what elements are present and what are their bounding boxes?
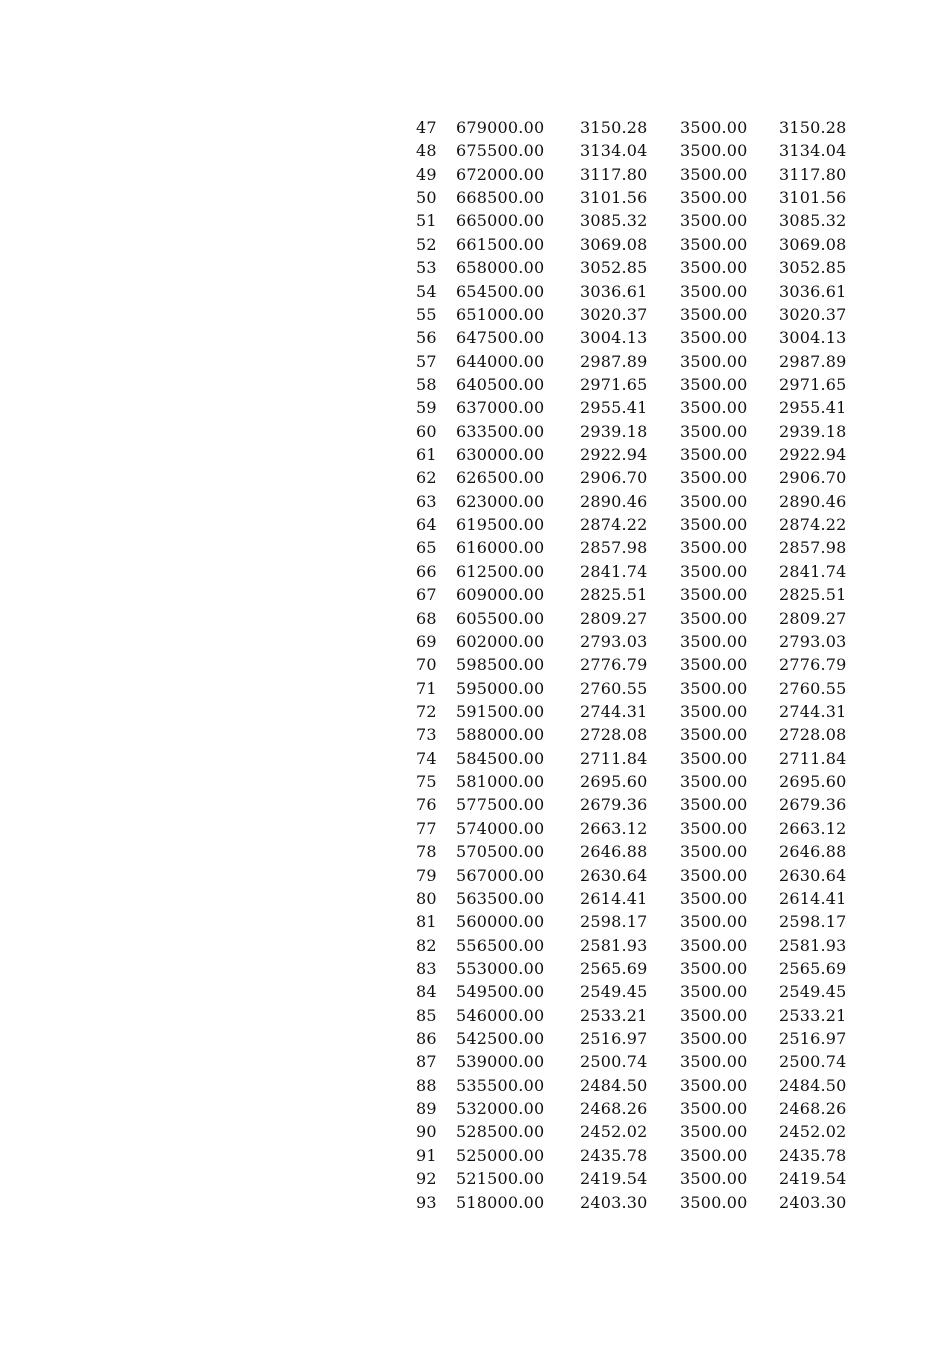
cell-payment-amount: 3500.00 (680, 515, 748, 535)
cell-remaining-principal: 679000.00 (456, 118, 545, 137)
cell-remaining-principal: 532000.00 (456, 1099, 545, 1119)
cell-interest-amount: 3004.13 (580, 328, 648, 348)
cell-period-number: 82 (416, 935, 437, 955)
table-row (408, 233, 858, 256)
cell-remaining-principal: 654500.00 (456, 281, 545, 301)
cell-period-number: 60 (416, 421, 437, 441)
cell-interest-repeat: 2679.36 (779, 795, 847, 815)
cell-remaining-principal: 651000.00 (456, 304, 545, 324)
cell-period-number: 83 (416, 958, 437, 978)
cell-interest-repeat: 3052.85 (779, 258, 847, 278)
cell-payment-amount: 3500.00 (680, 421, 748, 441)
cell-period-number: 61 (416, 445, 437, 465)
cell-remaining-principal: 598500.00 (456, 655, 545, 675)
table-row (408, 163, 858, 186)
cell-period-number: 49 (416, 164, 437, 184)
cell-payment-amount: 3500.00 (680, 491, 748, 511)
cell-payment-amount: 3500.00 (680, 982, 748, 1002)
cell-payment-amount: 3500.00 (680, 561, 748, 581)
table-row (408, 209, 858, 232)
cell-interest-amount: 2646.88 (580, 842, 648, 862)
cell-remaining-principal: 665000.00 (456, 211, 545, 231)
cell-interest-repeat: 3117.80 (779, 164, 847, 184)
table-row (408, 583, 858, 606)
cell-interest-amount: 2906.70 (580, 468, 648, 488)
cell-period-number: 88 (416, 1075, 437, 1095)
cell-remaining-principal: 584500.00 (456, 748, 545, 768)
cell-period-number: 81 (416, 912, 437, 932)
cell-payment-amount: 3500.00 (680, 328, 748, 348)
table-row (408, 350, 858, 373)
cell-payment-amount: 3500.00 (680, 912, 748, 932)
cell-payment-amount: 3500.00 (680, 701, 748, 721)
cell-period-number: 86 (416, 1029, 437, 1049)
table-row (408, 256, 858, 279)
cell-remaining-principal: 546000.00 (456, 1005, 545, 1025)
cell-interest-repeat: 2565.69 (779, 958, 847, 978)
cell-interest-amount: 2711.84 (580, 748, 648, 768)
table-row (408, 420, 858, 443)
cell-period-number: 64 (416, 515, 437, 535)
cell-interest-repeat: 2955.41 (779, 398, 847, 418)
table-row (408, 817, 858, 840)
cell-payment-amount: 3500.00 (680, 188, 748, 208)
cell-payment-amount: 3500.00 (680, 234, 748, 254)
cell-period-number: 55 (416, 304, 437, 324)
cell-period-number: 89 (416, 1099, 437, 1119)
table-row (408, 677, 858, 700)
cell-period-number: 57 (416, 351, 437, 371)
table-row (408, 934, 858, 957)
cell-remaining-principal: 574000.00 (456, 818, 545, 838)
table-row (408, 513, 858, 536)
cell-interest-amount: 2841.74 (580, 561, 648, 581)
cell-interest-amount: 2728.08 (580, 725, 648, 745)
cell-period-number: 47 (416, 118, 437, 137)
cell-period-number: 53 (416, 258, 437, 278)
cell-remaining-principal: 675500.00 (456, 141, 545, 161)
cell-remaining-principal: 605500.00 (456, 608, 545, 628)
cell-interest-amount: 2500.74 (580, 1052, 648, 1072)
cell-remaining-principal: 560000.00 (456, 912, 545, 932)
cell-interest-amount: 2516.97 (580, 1029, 648, 1049)
cell-period-number: 87 (416, 1052, 437, 1072)
table-row (408, 1004, 858, 1027)
cell-remaining-principal: 623000.00 (456, 491, 545, 511)
cell-remaining-principal: 647500.00 (456, 328, 545, 348)
cell-interest-amount: 2533.21 (580, 1005, 648, 1025)
cell-interest-amount: 2971.65 (580, 374, 648, 394)
cell-interest-amount: 3020.37 (580, 304, 648, 324)
table-row (408, 770, 858, 793)
table-row (408, 1074, 858, 1097)
cell-period-number: 76 (416, 795, 437, 815)
cell-remaining-principal: 640500.00 (456, 374, 545, 394)
cell-remaining-principal: 542500.00 (456, 1029, 545, 1049)
cell-period-number: 80 (416, 888, 437, 908)
cell-period-number: 67 (416, 585, 437, 605)
cell-interest-amount: 2695.60 (580, 772, 648, 792)
cell-remaining-principal: 619500.00 (456, 515, 545, 535)
table-row (408, 186, 858, 209)
cell-payment-amount: 3500.00 (680, 631, 748, 651)
table-row (408, 793, 858, 816)
cell-interest-repeat: 3069.08 (779, 234, 847, 254)
cell-period-number: 91 (416, 1145, 437, 1165)
cell-interest-amount: 3101.56 (580, 188, 648, 208)
cell-interest-repeat: 2825.51 (779, 585, 847, 605)
cell-interest-amount: 2874.22 (580, 515, 648, 535)
cell-remaining-principal: 577500.00 (456, 795, 545, 815)
cell-remaining-principal: 616000.00 (456, 538, 545, 558)
cell-interest-amount: 3036.61 (580, 281, 648, 301)
cell-payment-amount: 3500.00 (680, 748, 748, 768)
cell-payment-amount: 3500.00 (680, 772, 748, 792)
cell-remaining-principal: 602000.00 (456, 631, 545, 651)
cell-remaining-principal: 553000.00 (456, 958, 545, 978)
cell-remaining-principal: 612500.00 (456, 561, 545, 581)
cell-interest-repeat: 2598.17 (779, 912, 847, 932)
cell-interest-repeat: 3101.56 (779, 188, 847, 208)
cell-interest-repeat: 2435.78 (779, 1145, 847, 1165)
cell-period-number: 85 (416, 1005, 437, 1025)
cell-interest-amount: 3052.85 (580, 258, 648, 278)
cell-interest-amount: 2549.45 (580, 982, 648, 1002)
cell-period-number: 78 (416, 842, 437, 862)
cell-payment-amount: 3500.00 (680, 398, 748, 418)
table-row (408, 373, 858, 396)
cell-interest-repeat: 3004.13 (779, 328, 847, 348)
table-row (408, 1144, 858, 1167)
cell-interest-repeat: 3085.32 (779, 211, 847, 231)
table-row (408, 723, 858, 746)
cell-remaining-principal: 581000.00 (456, 772, 545, 792)
table-row (408, 326, 858, 349)
cell-remaining-principal: 609000.00 (456, 585, 545, 605)
cell-payment-amount: 3500.00 (680, 655, 748, 675)
cell-remaining-principal: 549500.00 (456, 982, 545, 1002)
cell-payment-amount: 3500.00 (680, 865, 748, 885)
cell-interest-amount: 2776.79 (580, 655, 648, 675)
cell-interest-repeat: 2500.74 (779, 1052, 847, 1072)
cell-payment-amount: 3500.00 (680, 118, 748, 137)
cell-period-number: 63 (416, 491, 437, 511)
cell-interest-amount: 2435.78 (580, 1145, 648, 1165)
cell-payment-amount: 3500.00 (680, 351, 748, 371)
cell-interest-repeat: 2646.88 (779, 842, 847, 862)
cell-remaining-principal: 535500.00 (456, 1075, 545, 1095)
cell-interest-amount: 2857.98 (580, 538, 648, 558)
table-row (408, 116, 858, 139)
cell-interest-amount: 2565.69 (580, 958, 648, 978)
cell-period-number: 52 (416, 234, 437, 254)
cell-remaining-principal: 668500.00 (456, 188, 545, 208)
cell-interest-repeat: 2841.74 (779, 561, 847, 581)
cell-interest-repeat: 2614.41 (779, 888, 847, 908)
cell-period-number: 65 (416, 538, 437, 558)
cell-remaining-principal: 570500.00 (456, 842, 545, 862)
cell-payment-amount: 3500.00 (680, 1005, 748, 1025)
cell-payment-amount: 3500.00 (680, 374, 748, 394)
cell-payment-amount: 3500.00 (680, 1122, 748, 1142)
cell-period-number: 48 (416, 141, 437, 161)
cell-interest-amount: 2793.03 (580, 631, 648, 651)
cell-interest-repeat: 2468.26 (779, 1099, 847, 1119)
cell-interest-repeat: 2857.98 (779, 538, 847, 558)
cell-interest-amount: 3069.08 (580, 234, 648, 254)
cell-period-number: 68 (416, 608, 437, 628)
cell-interest-amount: 3134.04 (580, 141, 648, 161)
cell-interest-repeat: 2987.89 (779, 351, 847, 371)
cell-period-number: 79 (416, 865, 437, 885)
cell-payment-amount: 3500.00 (680, 1169, 748, 1189)
cell-interest-repeat: 3020.37 (779, 304, 847, 324)
cell-period-number: 90 (416, 1122, 437, 1142)
table-row (408, 536, 858, 559)
cell-period-number: 71 (416, 678, 437, 698)
cell-remaining-principal: 595000.00 (456, 678, 545, 698)
cell-interest-repeat: 2630.64 (779, 865, 847, 885)
cell-interest-repeat: 2890.46 (779, 491, 847, 511)
table-row (408, 840, 858, 863)
cell-interest-amount: 2922.94 (580, 445, 648, 465)
cell-payment-amount: 3500.00 (680, 468, 748, 488)
cell-payment-amount: 3500.00 (680, 888, 748, 908)
table-row (408, 607, 858, 630)
cell-interest-repeat: 2744.31 (779, 701, 847, 721)
cell-remaining-principal: 658000.00 (456, 258, 545, 278)
table-row (408, 630, 858, 653)
cell-period-number: 62 (416, 468, 437, 488)
cell-remaining-principal: 630000.00 (456, 445, 545, 465)
table-row (408, 980, 858, 1003)
cell-interest-repeat: 2809.27 (779, 608, 847, 628)
cell-payment-amount: 3500.00 (680, 1052, 748, 1072)
cell-period-number: 84 (416, 982, 437, 1002)
cell-payment-amount: 3500.00 (680, 211, 748, 231)
cell-remaining-principal: 626500.00 (456, 468, 545, 488)
cell-interest-amount: 3117.80 (580, 164, 648, 184)
cell-interest-repeat: 2663.12 (779, 818, 847, 838)
table-row (408, 653, 858, 676)
cell-interest-amount: 2679.36 (580, 795, 648, 815)
cell-period-number: 51 (416, 211, 437, 231)
cell-period-number: 72 (416, 701, 437, 721)
cell-interest-amount: 2614.41 (580, 888, 648, 908)
cell-payment-amount: 3500.00 (680, 1145, 748, 1165)
cell-interest-repeat: 2906.70 (779, 468, 847, 488)
table-row (408, 864, 858, 887)
cell-remaining-principal: 644000.00 (456, 351, 545, 371)
cell-period-number: 73 (416, 725, 437, 745)
table-row (408, 1120, 858, 1143)
cell-period-number: 59 (416, 398, 437, 418)
cell-remaining-principal: 661500.00 (456, 234, 545, 254)
cell-payment-amount: 3500.00 (680, 258, 748, 278)
cell-period-number: 50 (416, 188, 437, 208)
cell-interest-repeat: 2581.93 (779, 935, 847, 955)
cell-interest-repeat: 2728.08 (779, 725, 847, 745)
cell-interest-repeat: 3134.04 (779, 141, 847, 161)
cell-interest-amount: 2581.93 (580, 935, 648, 955)
cell-payment-amount: 3500.00 (680, 795, 748, 815)
cell-interest-repeat: 3036.61 (779, 281, 847, 301)
cell-period-number: 93 (416, 1192, 437, 1212)
cell-interest-amount: 2760.55 (580, 678, 648, 698)
cell-remaining-principal: 567000.00 (456, 865, 545, 885)
cell-remaining-principal: 528500.00 (456, 1122, 545, 1142)
cell-payment-amount: 3500.00 (680, 935, 748, 955)
cell-interest-repeat: 2939.18 (779, 421, 847, 441)
table-row (408, 560, 858, 583)
cell-interest-repeat: 2922.94 (779, 445, 847, 465)
cell-payment-amount: 3500.00 (680, 141, 748, 161)
cell-interest-amount: 2419.54 (580, 1169, 648, 1189)
cell-interest-repeat: 2533.21 (779, 1005, 847, 1025)
cell-remaining-principal: 633500.00 (456, 421, 545, 441)
cell-period-number: 69 (416, 631, 437, 651)
cell-interest-amount: 2452.02 (580, 1122, 648, 1142)
cell-interest-amount: 2484.50 (580, 1075, 648, 1095)
cell-payment-amount: 3500.00 (680, 281, 748, 301)
cell-interest-amount: 2825.51 (580, 585, 648, 605)
cell-remaining-principal: 539000.00 (456, 1052, 545, 1072)
cell-remaining-principal: 518000.00 (456, 1192, 545, 1212)
cell-interest-amount: 2598.17 (580, 912, 648, 932)
cell-remaining-principal: 672000.00 (456, 164, 545, 184)
table-row (408, 1027, 858, 1050)
cell-payment-amount: 3500.00 (680, 818, 748, 838)
table-row (408, 466, 858, 489)
table-row (408, 303, 858, 326)
cell-interest-amount: 2403.30 (580, 1192, 648, 1212)
cell-payment-amount: 3500.00 (680, 842, 748, 862)
cell-interest-repeat: 2695.60 (779, 772, 847, 792)
table-row (408, 887, 858, 910)
table-row (408, 1097, 858, 1120)
cell-remaining-principal: 556500.00 (456, 935, 545, 955)
cell-interest-amount: 2939.18 (580, 421, 648, 441)
cell-interest-amount: 2809.27 (580, 608, 648, 628)
cell-interest-repeat: 2793.03 (779, 631, 847, 651)
cell-interest-repeat: 2776.79 (779, 655, 847, 675)
table-row (408, 910, 858, 933)
cell-interest-repeat: 2403.30 (779, 1192, 847, 1212)
cell-remaining-principal: 588000.00 (456, 725, 545, 745)
cell-interest-amount: 2955.41 (580, 398, 648, 418)
cell-period-number: 56 (416, 328, 437, 348)
table-row (408, 280, 858, 303)
cell-interest-amount: 2890.46 (580, 491, 648, 511)
table-row (408, 957, 858, 980)
cell-interest-repeat: 2971.65 (779, 374, 847, 394)
cell-payment-amount: 3500.00 (680, 725, 748, 745)
payment-schedule-table (408, 116, 858, 1214)
cell-period-number: 66 (416, 561, 437, 581)
cell-period-number: 92 (416, 1169, 437, 1189)
cell-interest-amount: 2468.26 (580, 1099, 648, 1119)
cell-interest-repeat: 2419.54 (779, 1169, 847, 1189)
cell-interest-repeat: 2711.84 (779, 748, 847, 768)
cell-interest-repeat: 2760.55 (779, 678, 847, 698)
cell-payment-amount: 3500.00 (680, 538, 748, 558)
table-row (408, 396, 858, 419)
cell-interest-repeat: 2516.97 (779, 1029, 847, 1049)
cell-remaining-principal: 521500.00 (456, 1169, 545, 1189)
cell-interest-amount: 3150.28 (580, 118, 648, 137)
table-row (408, 747, 858, 770)
cell-interest-amount: 2630.64 (580, 865, 648, 885)
cell-payment-amount: 3500.00 (680, 304, 748, 324)
cell-period-number: 74 (416, 748, 437, 768)
cell-remaining-principal: 563500.00 (456, 888, 545, 908)
cell-interest-amount: 2663.12 (580, 818, 648, 838)
cell-payment-amount: 3500.00 (680, 1029, 748, 1049)
table-row (408, 700, 858, 723)
table-row (408, 443, 858, 466)
cell-period-number: 75 (416, 772, 437, 792)
cell-payment-amount: 3500.00 (680, 164, 748, 184)
cell-interest-amount: 2744.31 (580, 701, 648, 721)
cell-interest-repeat: 2874.22 (779, 515, 847, 535)
cell-interest-repeat: 3150.28 (779, 118, 847, 137)
cell-interest-repeat: 2549.45 (779, 982, 847, 1002)
cell-period-number: 70 (416, 655, 437, 675)
cell-period-number: 58 (416, 374, 437, 394)
cell-payment-amount: 3500.00 (680, 678, 748, 698)
cell-remaining-principal: 637000.00 (456, 398, 545, 418)
table-row (408, 1050, 858, 1073)
cell-payment-amount: 3500.00 (680, 445, 748, 465)
table-row (408, 490, 858, 513)
cell-remaining-principal: 525000.00 (456, 1145, 545, 1165)
cell-payment-amount: 3500.00 (680, 608, 748, 628)
cell-period-number: 77 (416, 818, 437, 838)
cell-payment-amount: 3500.00 (680, 1099, 748, 1119)
cell-payment-amount: 3500.00 (680, 958, 748, 978)
cell-payment-amount: 3500.00 (680, 585, 748, 605)
cell-interest-amount: 2987.89 (580, 351, 648, 371)
cell-remaining-principal: 591500.00 (456, 701, 545, 721)
cell-interest-repeat: 2484.50 (779, 1075, 847, 1095)
cell-payment-amount: 3500.00 (680, 1192, 748, 1212)
table-row (408, 139, 858, 162)
table-row (408, 1167, 858, 1190)
cell-period-number: 54 (416, 281, 437, 301)
cell-interest-repeat: 2452.02 (779, 1122, 847, 1142)
cell-payment-amount: 3500.00 (680, 1075, 748, 1095)
cell-interest-amount: 3085.32 (580, 211, 648, 231)
table-row (408, 1191, 858, 1214)
